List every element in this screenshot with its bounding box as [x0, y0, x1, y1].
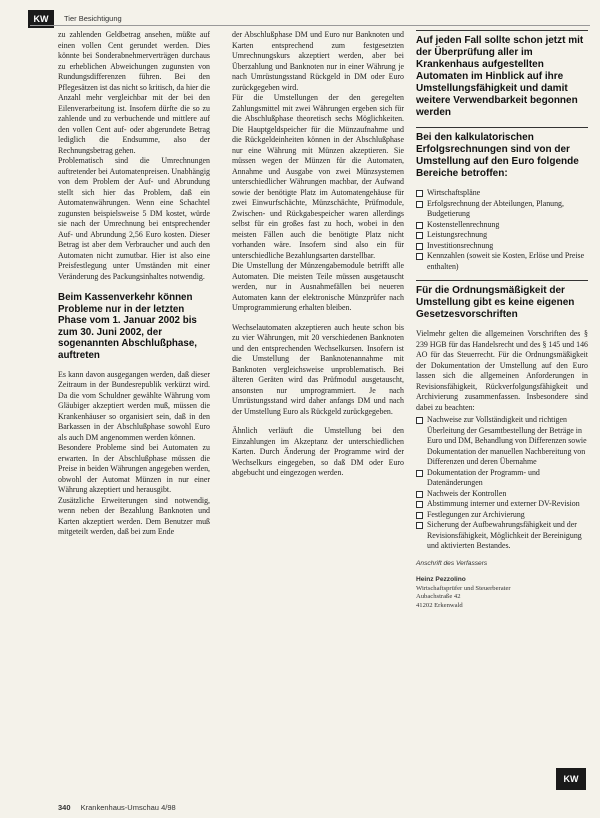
checkbox-icon [416, 522, 423, 529]
checklist [416, 188, 588, 272]
section-label: Tier Besichtigung [64, 14, 122, 23]
author-line: Wirtschaftsprüfer und Steuerberater [416, 584, 511, 592]
column-3 [416, 30, 588, 610]
list-item: Kostenstellenrechnung [416, 220, 588, 231]
journal-logo: KW [28, 10, 54, 28]
list-item: Investitionsrechnung [416, 241, 588, 252]
author-name: Heinz Pezzolino [416, 576, 466, 583]
list-item: Erfolgsrechnung der Abteilungen, Planung, Budgetierung [416, 199, 588, 220]
checkbox-icon [416, 470, 423, 477]
checkbox-icon [416, 253, 423, 260]
paragraph: Vielmehr gelten die allgemeinen Vorschriften des § 239 HGB für das Handelsrecht und des § 145 und 146 AO für das Steuerrecht. Für die Ordnungsmäßigkeit der Dokumentation der Umstellung auf den Euro lassen sich die allgemeinen Anforderungen in Revisionsfähigkeit, Rückverfolgungsfähigkeit und Archivierung zusammenfassen. Insbesondere sind dabei zu beachten: [416, 329, 588, 412]
paragraph: Für die Umstellungen der den geregelten Zahlungsmittel mit zwei Währungen ergeben sich für die Abschlußphase theoretisch sechs Möglichkeiten. Die Hauptgeldspeicher für die Münzaufnahme und die Rückgeldeinheiten können in der Abschlußphase nur eine Währung mit Münzen akzeptieren. Sie müssen wegen der Münzen für die Automaten, Annahme und Ausgabe von zwei Münzsystemen unterschiedlicher Währungen machbar, der Aufwand sowie der benötigte Platz im Automatengehäuse für zwei Einwurfschächte, Münzschächte, Prüfmodule, Zwischen- und Rückgabespeicher waren allerdings selbst für ein großes fast zu hoch, wobei in den meisten Fällen auch die benötigte Platz nicht vorhanden wäre. Insofern sind also ein für unterschiedliche Bezahlungsarten darstellbar. [232, 93, 404, 260]
checkbox-icon [416, 190, 423, 197]
journal-name: Krankenhaus-Umschau 4/98 [80, 803, 176, 812]
checkbox-icon [416, 222, 423, 229]
paragraph: Ähnlich verläuft die Umstellung bei den Einzahlungen im Akzeptanz der unterschiedlichen Karten. Durch Änderung der Programme wird der Wechselkurs eingegeben, so daß DM oder Euro abgebucht und eingezogen werden. [232, 426, 404, 477]
checkbox-icon [416, 201, 423, 208]
list-item: Nachweis der Kontrollen [416, 489, 588, 500]
author-line: Aubachstraße 42 [416, 593, 461, 600]
paragraph: Es kann davon ausgegangen werden, daß dieser Zeitraum in der Bundesrepublik verkürzt wird. Da die vom Schuldner gewählte Währung vom Gläubiger akzeptiert werden muß, müssen die Krankenhäuser so organisiert sein, daß in den Barkassen in der Abschlußphase sowohl Euro als auch DM angenommen werden können. [58, 369, 210, 442]
author-block [416, 560, 588, 611]
highlight-box-heading: Bei den kalkulatorischen Erfolgsrechnungen sind von der Umstellung auf den Euro folgende Bereiche betroffen: [416, 127, 588, 180]
author-line: 41202 Erkenwald [416, 601, 463, 609]
journal-logo-bottom: KW [556, 768, 586, 790]
list-item: Kennzahlen (soweit sie Kosten, Erlöse und Preise enthalten) [416, 251, 588, 272]
list-item: Festlegungen zur Archivierung [416, 510, 588, 521]
subheading: Beim Kassenverkehr können Probleme nur in der letzten Phase vom 1. Januar 2002 bis zum 30. Juni 2002, der sogenannten Abschlußphase, auftreten [58, 292, 197, 361]
checkbox-icon [416, 417, 423, 424]
checklist [416, 415, 588, 552]
list-item: Wirtschaftspläne [416, 188, 588, 199]
paragraph: Zusätzliche Erweiterungen sind notwendig, wenn neben der Bezahlung Banknoten und Karten akzeptiert werden. Dem Benutzer muß mitgeteilt werden, daß bei zum Ende [58, 495, 210, 537]
highlight-box-heading: Auf jeden Fall sollte schon jetzt mit der Überprüfung aller im Krankenhaus aufgestellten Automaten im Hinblick auf ihre Umstellungsfähigkeit und damit weitere Verwendbarkeit begonnen werden [416, 30, 588, 119]
author-label: Anschrift des Verfassers [416, 559, 488, 567]
checkbox-icon [416, 501, 423, 508]
list-item: Dokumentation der Programm- und Datenänderungen [416, 468, 588, 489]
header-rule [30, 25, 590, 26]
page-number: 340 [58, 803, 71, 812]
list-item: Leistungsrechnung [416, 230, 588, 241]
checkbox-icon [416, 243, 423, 250]
column-1 [58, 30, 210, 538]
paragraph: der Abschlußphase DM und Euro nur Banknoten und Karten entsprechend zum festgesetzten Umrechnungskurs akzeptiert werden, aber bei Überzahlung und Banknoten nur in einer Währung je nach Umrüstungsstand Rückgeld in DM oder Euro zurückgegeben wird. [232, 30, 404, 92]
list-item: Abstimmung interner und externer DV-Revision [416, 499, 588, 510]
paragraph: zu zahlenden Geldbetrag ansehen, müßte auf einen vollen Cent gerundet werden. Dies könnte bei Sonderabnehmerverträgen durchaus zu erheblichen Abweichungen zugunsten von Rundungsdifferenzen führen. Bei den Pflegesätzen ist das nicht so kritisch, da hier die Anzahl mehr vergleichbar mit der bei den Eilenverarbeitung ist. Insofern dürfte die so zu zahlende und zu verbuchende und mittlere auf den vollen Cent auf- oder abgerundete Betrag lediglich die Endsumme, also der Rechnungsbetrag gehen. [58, 30, 210, 155]
checkbox-icon [416, 491, 423, 498]
checkbox-icon [416, 512, 423, 519]
list-item: Nachweise zur Vollständigkeit und richtigen Überleitung der Gesamtbestellung der Beträge in Euro und DM, Behandlung von Differenzen sowie Dokumentation der manuellen Nachbereitung von Differenzen und deren Übernahme [416, 415, 588, 468]
checkbox-icon [416, 232, 423, 239]
paragraph: Problematisch sind die Umrechnungen auftretender bei Automatenpreisen. Unabhängig von dem Problem der Auf- und Abrundung stellt sich hier das Problem, daß ein Automatenwährungen. Wenn eine Schachtel zugunsten beispielsweise 5 DM kostet, würde sie nach der Umrechnung bei entsprechender Auf- und Abrundung 2,56 Euro kosten. Dieser Betrag ist aber dem Verbraucher und auch den Automaten nicht zumutbar. Hier ist also eine Preisfestlegung unter Umständen mit einer Veränderung des Packungsinhaltes notwendig. [58, 156, 210, 281]
paragraph: Besondere Probleme sind bei Automaten zu erwarten. In der Abschlußphase müssen die Preise in beiden Währungen angegeben werden, obwohl der Automat Münzen in nur einer Währung akzeptiert und herausgibt. [58, 443, 210, 495]
paragraph: Wechselautomaten akzeptieren auch heute schon bis zu vier Währungen, mit 20 verschiedenen Banknoten und den entsprechenden Wechselkursen. Insofern ist die Umstellung der Banknotenannahme mit Banknoten vergleichsweise unproblematisch. Bei älteren Geräten wird das Prüfmodul ausgetauscht, ansonsten nur umprogrammiert. Je nach Umrüstungsstand wird daher anfangs DM und nach der Umstellung Euro als Rückgeld zurückgegeben. [232, 322, 404, 416]
column-2 [232, 30, 404, 479]
highlight-box-heading: Für die Ordnungsmäßigkeit der Umstellung gibt es keine eigenen Gesetzesvorschriften [416, 280, 588, 321]
list-item: Sicherung der Aufbewahrungsfähigkeit und der Revisionsfähigkeit, Möglichkeit der Bereinigung und aktivierten Bestandes. [416, 520, 588, 552]
page-header [28, 8, 588, 30]
paragraph: Die Umstellung der Münzengabemodule betrifft alle Automaten. Die meisten Teile müssen ausgetauscht werden, nur in Ausnahmefällen bei neueren Automaten kann der elektronische Münzprüfer nach Umprogrammierung erhalten bleiben. [232, 261, 404, 312]
page-footer [58, 803, 176, 812]
